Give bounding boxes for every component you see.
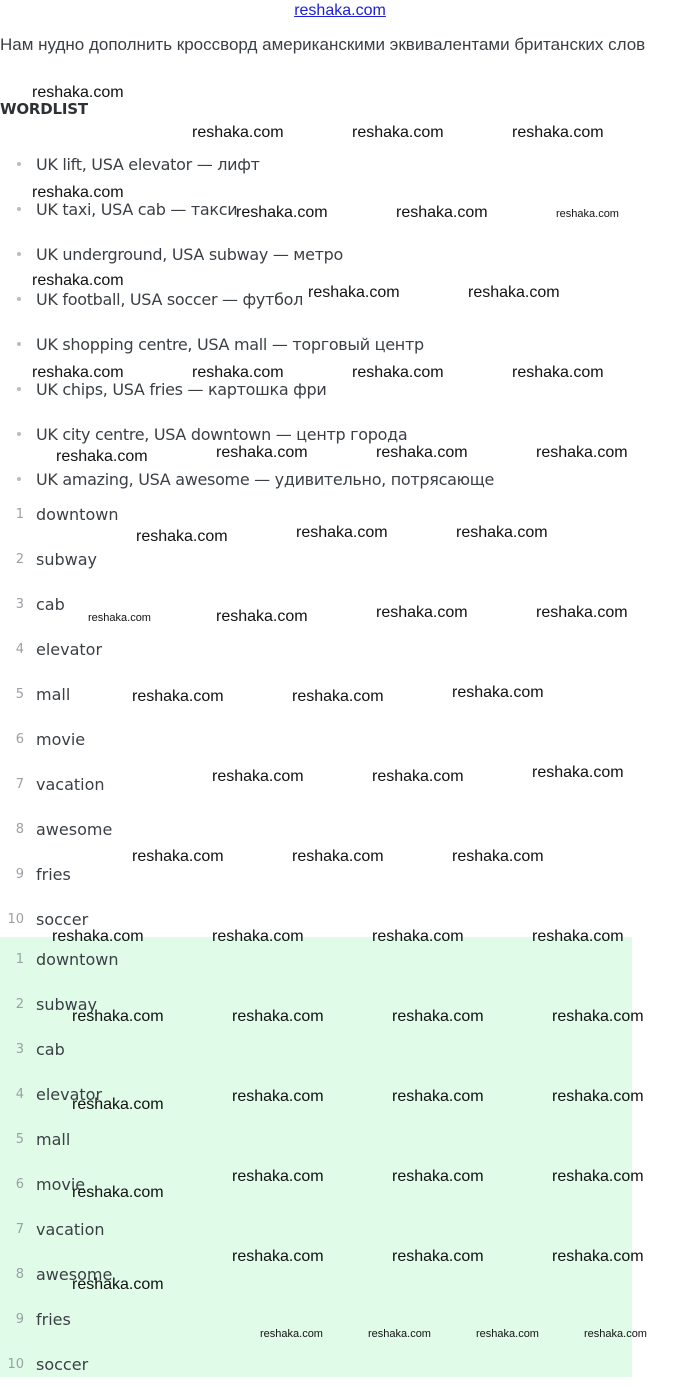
- wordlist-item: UK chips, USA fries — картошка фри: [0, 367, 660, 412]
- answer-number: 8: [15, 1267, 24, 1282]
- bullet-icon: [17, 387, 21, 391]
- answer-item: [0, 852, 632, 897]
- watermark: reshaka.com: [212, 928, 304, 945]
- answer-number: 8: [15, 822, 24, 837]
- watermark: reshaka.com: [72, 1184, 164, 1201]
- answer-number: 2: [15, 997, 24, 1012]
- bullet-icon: [17, 432, 21, 436]
- watermark: reshaka.com: [192, 364, 284, 381]
- answer-word: fries: [36, 865, 71, 884]
- watermark: reshaka.com: [52, 928, 144, 945]
- answer-item: [0, 1072, 632, 1117]
- answer-number: 9: [15, 1312, 24, 1327]
- watermark: reshaka.com: [32, 272, 124, 289]
- watermark: reshaka.com: [392, 1248, 484, 1265]
- watermark: reshaka.com: [296, 524, 388, 541]
- answer-word: cab: [36, 595, 65, 614]
- watermark: reshaka.com: [308, 284, 400, 301]
- answer-item: [0, 1162, 632, 1207]
- answer-number: 5: [15, 1132, 24, 1147]
- watermark: reshaka.com: [552, 1008, 644, 1025]
- answer-number: 3: [15, 597, 24, 612]
- watermark: reshaka.com: [452, 848, 544, 865]
- bullet-icon: [17, 162, 21, 166]
- watermark: reshaka.com: [512, 124, 604, 141]
- answer-number: 4: [15, 1087, 24, 1102]
- watermark: reshaka.com: [376, 444, 468, 461]
- wordlist-item: UK shopping centre, USA mall — торговый центр: [0, 322, 660, 367]
- answer-item: [0, 807, 632, 852]
- watermark: reshaka.com: [584, 1328, 647, 1340]
- answer-number: 6: [15, 732, 24, 747]
- answer-item: [0, 1027, 632, 1072]
- watermark: reshaka.com: [468, 284, 560, 301]
- answer-word: awesome: [36, 820, 113, 839]
- answer-word: elevator: [36, 1085, 103, 1104]
- watermark: reshaka.com: [232, 1248, 324, 1265]
- watermark: reshaka.com: [32, 184, 124, 201]
- answer-item: [0, 1252, 632, 1297]
- answer-word: awesome: [36, 1265, 113, 1284]
- watermark: reshaka.com: [216, 444, 308, 461]
- watermark: reshaka.com: [476, 1328, 539, 1340]
- bullet-icon: [17, 252, 21, 256]
- answer-item: [0, 982, 632, 1027]
- watermark: reshaka.com: [32, 364, 124, 381]
- watermark: reshaka.com: [552, 1088, 644, 1105]
- answer-list: [0, 492, 632, 942]
- watermark: reshaka.com: [232, 1088, 324, 1105]
- watermark: reshaka.com: [132, 688, 224, 705]
- answer-number: 9: [15, 867, 24, 882]
- answer-item: [0, 582, 632, 627]
- answer-word: downtown: [36, 950, 119, 969]
- watermark: reshaka.com: [72, 1008, 164, 1025]
- watermark: reshaka.com: [392, 1008, 484, 1025]
- bullet-icon: [17, 297, 21, 301]
- answer-word: vacation: [36, 1220, 105, 1239]
- answer-item: [0, 1297, 632, 1342]
- bullet-icon: [17, 207, 21, 211]
- watermark: reshaka.com: [396, 204, 488, 221]
- answer-number: 4: [15, 642, 24, 657]
- answer-number: 7: [15, 777, 24, 792]
- answer-word: subway: [36, 995, 97, 1014]
- bullet-icon: [17, 477, 21, 481]
- watermark: reshaka.com: [292, 848, 384, 865]
- answer-number: 10: [7, 912, 24, 927]
- answer-word: movie: [36, 1175, 86, 1194]
- answer-item: [0, 672, 632, 717]
- answer-number: 1: [15, 507, 24, 522]
- watermark: reshaka.com: [512, 364, 604, 381]
- watermark: reshaka.com: [552, 1168, 644, 1185]
- watermark: reshaka.com: [392, 1168, 484, 1185]
- answer-word: soccer: [36, 910, 89, 929]
- wordlist-item: UK football, USA soccer — футбол: [0, 277, 660, 322]
- answer-list-highlighted: [0, 937, 632, 1377]
- watermark: reshaka.com: [368, 1328, 431, 1340]
- watermark: reshaka.com: [392, 1088, 484, 1105]
- answer-word: vacation: [36, 775, 105, 794]
- watermark: reshaka.com: [376, 604, 468, 621]
- watermark: reshaka.com: [88, 612, 151, 624]
- watermark: reshaka.com: [452, 684, 544, 701]
- answer-item: [0, 762, 632, 807]
- watermark: reshaka.com: [32, 84, 124, 101]
- watermark: reshaka.com: [232, 1008, 324, 1025]
- answer-number: 6: [15, 1177, 24, 1192]
- answer-item: [0, 897, 632, 942]
- watermark: reshaka.com: [56, 448, 148, 465]
- intro-text: Нам нудно дополнить кроссворд американскими эквивалентами британских слов: [0, 35, 646, 54]
- answer-word: mall: [36, 685, 71, 704]
- answer-item: [0, 717, 632, 762]
- answer-item: [0, 537, 632, 582]
- watermark: reshaka.com: [292, 688, 384, 705]
- answer-item: [0, 937, 632, 982]
- watermark: reshaka.com: [352, 124, 444, 141]
- wordlist-item: UK amazing, USA awesome — удивительно, потрясающе: [0, 457, 660, 502]
- watermark: reshaka.com: [72, 1276, 164, 1293]
- watermark: reshaka.com: [536, 444, 628, 461]
- wordlist-item: UK taxi, USA cab — такси: [0, 187, 660, 232]
- watermark: reshaka.com: [372, 768, 464, 785]
- answer-word: downtown: [36, 505, 119, 524]
- watermark: reshaka.com: [536, 604, 628, 621]
- watermark: reshaka.com: [260, 1328, 323, 1340]
- watermark: reshaka.com: [532, 764, 624, 781]
- answer-number: 7: [15, 1222, 24, 1237]
- watermark: reshaka.com: [212, 768, 304, 785]
- answer-number: 1: [15, 952, 24, 967]
- wordlist-item: UK underground, USA subway — метро: [0, 232, 660, 277]
- answer-item: [0, 492, 632, 537]
- answer-number: 3: [15, 1042, 24, 1057]
- wordlist-heading: WORDLIST: [0, 100, 88, 118]
- answer-word: mall: [36, 1130, 71, 1149]
- answer-number: 5: [15, 687, 24, 702]
- watermark: reshaka.com: [132, 848, 224, 865]
- watermark: reshaka.com: [532, 928, 624, 945]
- wordlist-item: UK city centre, USA downtown — центр города: [0, 412, 660, 457]
- watermark: reshaka.com: [232, 1168, 324, 1185]
- answer-word: fries: [36, 1310, 71, 1329]
- watermark: reshaka.com: [236, 204, 328, 221]
- answer-number: 2: [15, 552, 24, 567]
- answer-word: subway: [36, 550, 97, 569]
- watermark: reshaka.com: [372, 928, 464, 945]
- bullet-icon: [17, 342, 21, 346]
- watermark: reshaka.com: [352, 364, 444, 381]
- watermark: reshaka.com: [556, 208, 619, 220]
- site-link[interactable]: reshaka.com: [294, 2, 386, 19]
- watermark: reshaka.com: [456, 524, 548, 541]
- answer-word: elevator: [36, 640, 103, 659]
- answer-number: 10: [7, 1357, 24, 1372]
- answer-item: [0, 627, 632, 672]
- wordlist-item: UK lift, USA elevator — лифт: [0, 142, 660, 187]
- answer-item: [0, 1117, 632, 1162]
- watermark: reshaka.com: [216, 608, 308, 625]
- watermark: reshaka.com: [136, 528, 228, 545]
- answer-item: [0, 1207, 632, 1252]
- wordlist: [0, 142, 660, 502]
- answer-word: movie: [36, 730, 86, 749]
- watermark: reshaka.com: [552, 1248, 644, 1265]
- answer-word: cab: [36, 1040, 65, 1059]
- answer-word: soccer: [36, 1355, 89, 1374]
- watermark: reshaka.com: [72, 1096, 164, 1113]
- answer-item: [0, 1342, 632, 1387]
- watermark: reshaka.com: [192, 124, 284, 141]
